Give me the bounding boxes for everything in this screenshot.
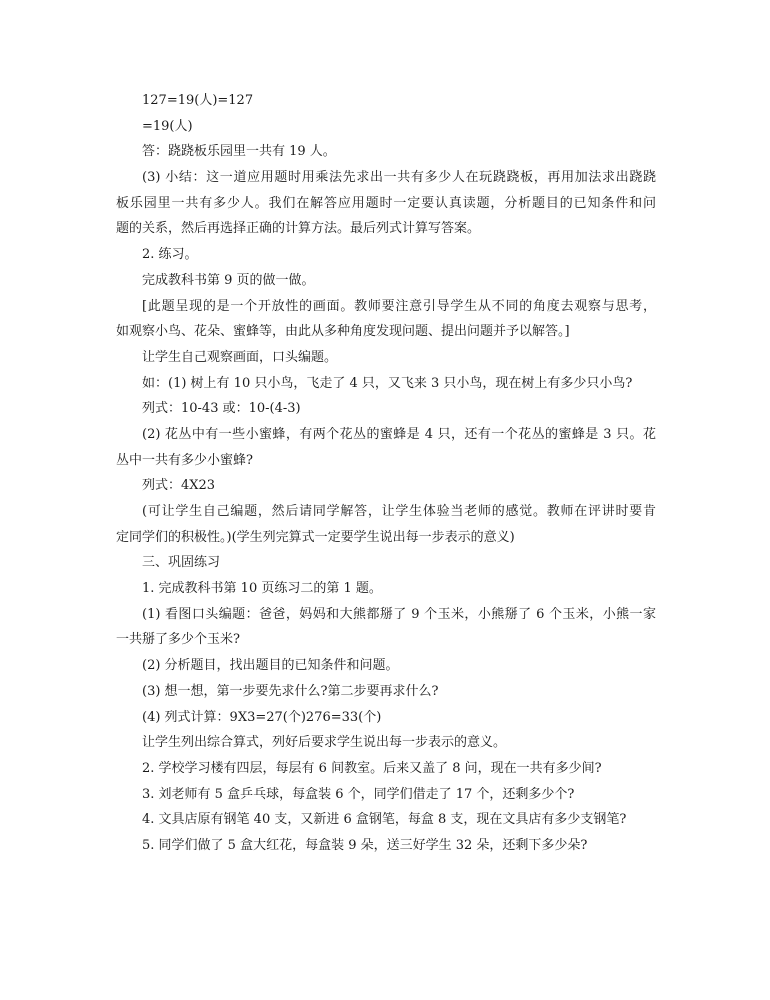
text-line: 答：跷跷板乐园里一共有 19 人。: [142, 144, 336, 160]
exercise-item: 2. 学校学习楼有四层，每层有 6 间教室。后来又盖了 8 问，现在一共有多少间?: [142, 760, 602, 776]
text-line: 丛中一共有多少小蜜蜂?: [116, 452, 253, 468]
section-heading: 三、巩固练习: [142, 555, 221, 571]
section-heading: 2. 练习。: [142, 247, 198, 263]
text-line: 完成教科书第 9 页的做一做。: [142, 272, 315, 288]
text-line: 让学生自己观察画面，口头编题。: [142, 349, 338, 365]
text-line: (3) 想一想，第一步要先求什么?第二步要再求什么?: [142, 683, 439, 699]
exercise-item: 4. 文具店原有钢笔 40 支，又新进 6 盒钢笔，每盒 8 支，现在文具店有多少支钢笔?: [142, 812, 627, 828]
text-line: 板乐园里一共有多少人。我们在解答应用题时一定要认真读题，分析题目的已知条件和问: [116, 195, 656, 211]
document-page: [116, 88, 656, 859]
text-line: 127=19(人)=127: [142, 93, 254, 108]
text-line: 题的关系，然后再选择正确的计算方法。最后列式计算写答案。: [116, 221, 481, 237]
text-line: (2) 分析题目，找出题目的已知条件和问题。: [142, 658, 399, 674]
text-line: 定同学们的积极性。)(学生列完算式一定要学生说出每一步表示的意义): [116, 529, 515, 545]
text-line: (3) 小结：这一道应用题时用乘法先求出一共有多少人在玩跷跷板，再用加法求出跷跷: [142, 170, 656, 186]
formula-line: (4) 列式计算：9X3=27(个)276=33(个): [142, 709, 382, 725]
text-line: 如观察小鸟、花朵、蜜蜂等，由此从多种角度发现问题、提出问题并予以解答。]: [116, 324, 570, 340]
formula-line: 列式：4X23: [142, 478, 216, 494]
text-line: 让学生列出综合算式，列好后要求学生说出每一步表示的意义。: [142, 735, 507, 751]
text-line: 一共掰了多少个玉米?: [116, 632, 240, 648]
text-line: [此题呈现的是一个开放性的画面。教师要注意引导学生从不同的角度去观察与思考，: [142, 298, 656, 314]
text-line: (可让学生自己编题，然后请同学解答，让学生体验当老师的感觉。教师在评讲时要肯: [142, 504, 656, 519]
text-line: 1. 完成教科书第 10 页练习二的第 1 题。: [142, 581, 382, 597]
text-line: (2) 花丛中有一些小蜜蜂，有两个花丛的蜜蜂是 4 只，还有一个花丛的蜜蜂是 3 只。花: [142, 426, 656, 442]
text-line: 如：(1) 树上有 10 只小鸟，飞走了 4 只，又飞来 3 只小鸟，现在树上有多少只小鸟?: [142, 375, 633, 391]
text-line: =19(人): [142, 118, 193, 134]
exercise-item: 3. 刘老师有 5 盒乒乓球，每盒装 6 个，同学们借走了 17 个，还剩多少个?: [142, 786, 575, 802]
formula-line: 列式：10-43 或：10-(4-3): [142, 401, 301, 417]
exercise-item: 5. 同学们做了 5 盒大红花，每盒装 9 朵，送三好学生 32 朵，还剩下多少朵?: [142, 837, 588, 853]
text-line: (1) 看图口头编题：爸爸，妈妈和大熊都掰了 9 个玉米，小熊掰了 6 个玉米，小熊一家: [142, 606, 656, 622]
